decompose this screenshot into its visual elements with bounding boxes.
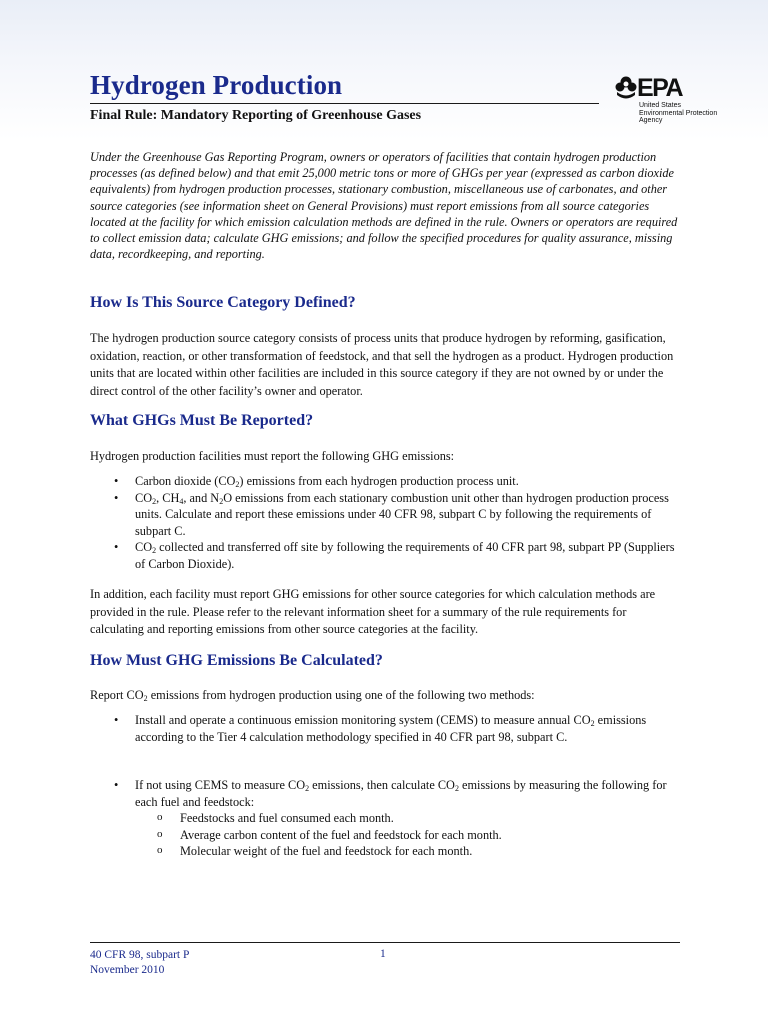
footer-divider — [90, 942, 680, 943]
sublist-item: o Feedstocks and fuel consumed each month. — [135, 810, 680, 827]
list-item: • $CO_2$, $CH_4$, and $N_2O$ emissions from each stationary combustion unit other than hydrogen production process units. Calculate and report these emissions under 40 CFR 98, subpart C by following the requirements of subpart C. — [90, 490, 680, 540]
sublist-item: o Average carbon content of the fuel and feedstock for each month. — [135, 827, 680, 844]
section-heading-ghgs: What GHGs Must Be Reported? — [90, 412, 314, 429]
list-item: • Carbon dioxide $(CO_2)$ emissions from each hydrogen production process unit. — [90, 473, 680, 490]
title-divider — [90, 103, 599, 104]
list-item: • $CO_2$ collected and transferred off site by following the requirements of 40 CFR part 98, subpart PP (Suppliers of Carbon Dioxide). — [90, 539, 680, 572]
list-item: • If not using CEMS to measure $CO_2$ emissions, then calculate $CO_2$ emissions by measuring the following for each fuel and feedstock: o Feedstocks and fuel consumed each month. o Average carbon content of the fuel and feedstock for each month. o Molecular weight of the fuel and feedstock for each month. — [90, 777, 680, 860]
ghgs-bullet-list — [90, 473, 680, 572]
logo-caption-line: Environmental Protection — [639, 109, 718, 117]
ghgs-closing-paragraph: In addition, each facility must report GHG emissions for other source categories for which calculation methods are provided in the rule. Please refer to the relevant information sheet for a summary of the rule requirements for calculating and reporting emissions from other source categories at the facility. — [90, 587, 656, 636]
logo-caption-line: United States — [639, 102, 682, 109]
page-title: Hydrogen Production — [90, 70, 343, 100]
logo-caption-line: Agency — [639, 117, 663, 124]
ghgs-lead-paragraph: Hydrogen production facilities must report the following GHG emissions: — [90, 449, 455, 463]
measurement-sublist — [135, 810, 680, 860]
calculation-bullet-list-2 — [90, 777, 680, 860]
definition-paragraph: The hydrogen production source category consists of process units that produce hydrogen by reforming, gasification, oxidation, reaction, or other transformation of feedstock, and that sell the hydrogen as a product. Hydrogen production units that are located within other facilities are included in this source category if they are not owned by or under the direct control of the other facility’s owner and operator. — [90, 331, 674, 398]
intro-paragraph: Under the Greenhouse Gas Reporting Program, owners or operators of facilities that contain hydrogen production processes (as defined below) and that emit 25,000 metric tons or more of GHGs per year (expressed as carbon dioxide equivalents) from hydrogen production processes, stationary combustion, miscellaneous use of carbonates, and other source categories (see information sheet on General Provisions) must report emissions from all source categories located at the facility for which emission calculation methods are defined in the rule. Owners or operators are required to collect emission data; calculate GHG emissions; and follow the specified procedures for quality assurance, missing data, recordkeeping, and reporting. — [90, 150, 678, 262]
epa-logo — [615, 75, 735, 125]
calculation-lead-paragraph: Report $CO_2$ emissions from hydrogen production using one of the following two methods: — [90, 688, 535, 703]
page-subtitle: Final Rule: Mandatory Reporting of Greenhouse Gases — [90, 108, 422, 123]
epa-logo-caption — [639, 102, 717, 125]
page-number: 1 — [380, 948, 386, 960]
epa-flower-icon — [615, 75, 637, 101]
epa-logo-letters: EPA — [637, 74, 683, 102]
footer-date: November 2010 — [90, 964, 165, 976]
list-item: • Install and operate a continuous emission monitoring system (CEMS) to measure annual $CO_2$ emissions according to the Tier 4 calculation methodology specified in 40 CFR part 98, subpart C. — [90, 712, 680, 745]
sublist-item: o Molecular weight of the fuel and feedstock for each month. — [135, 843, 680, 860]
section-heading-calculation: How Must GHG Emissions Be Calculated? — [90, 652, 383, 669]
footer-reference: 40 CFR 98, subpart P — [90, 949, 190, 961]
calculation-bullet-list — [90, 712, 680, 745]
footer-info — [90, 948, 189, 978]
section-heading-definition: How Is This Source Category Defined? — [90, 294, 356, 311]
